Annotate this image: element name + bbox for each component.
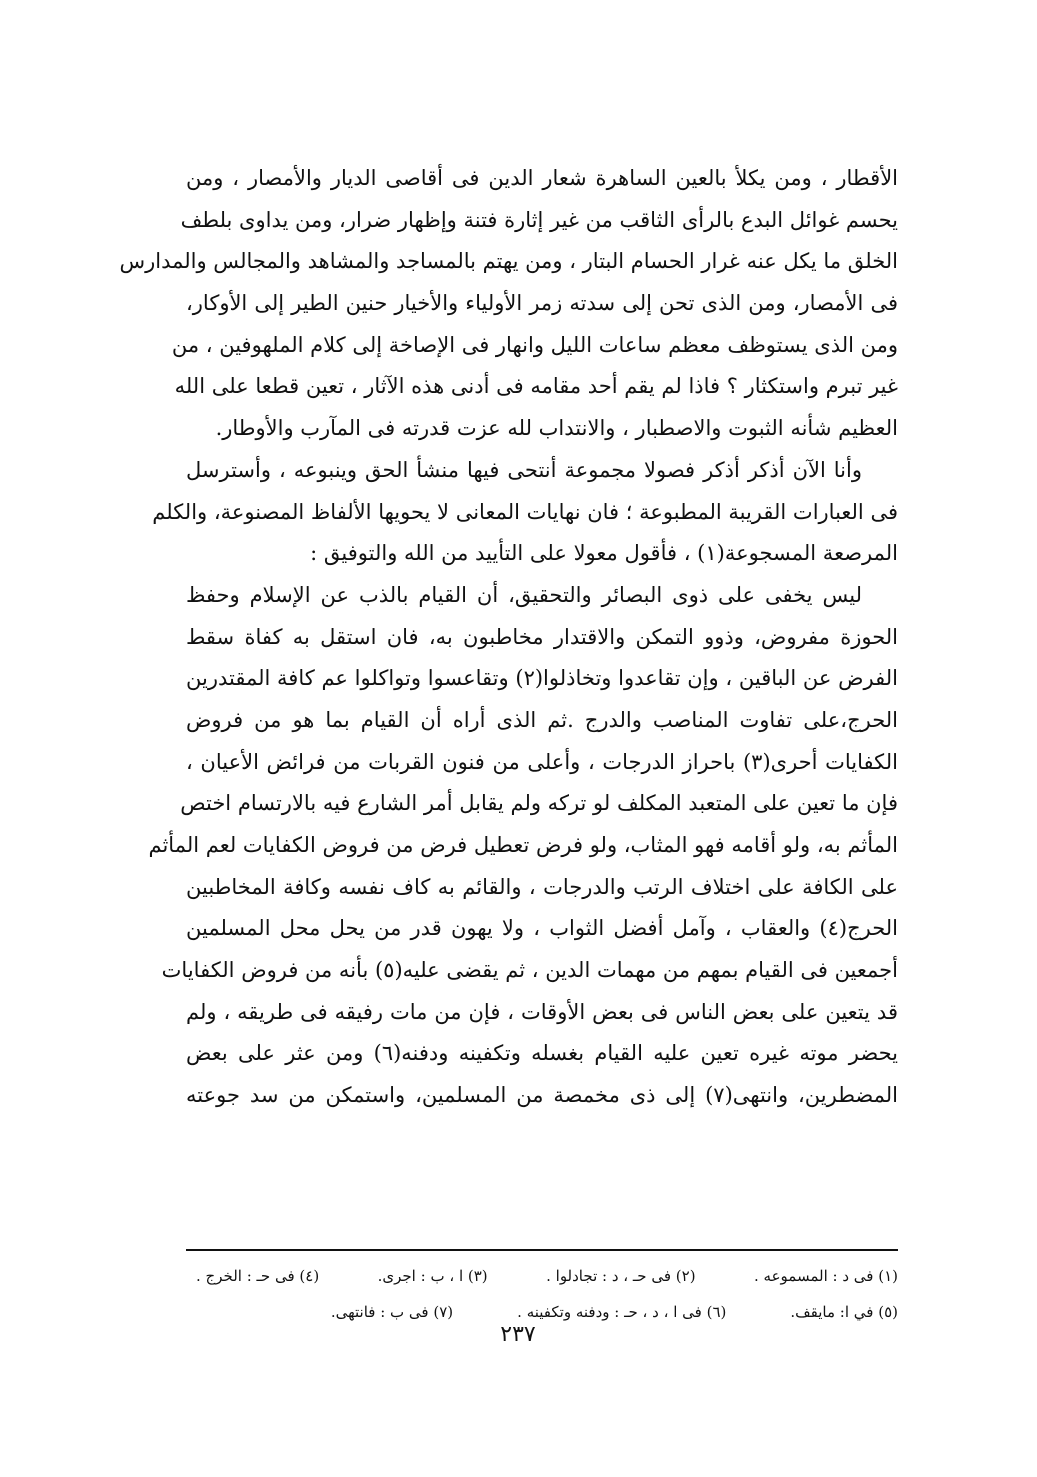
page-number: ٢٣٧ <box>500 1322 536 1347</box>
text-line: الحرج(٤) والعقاب ، وآمل أفضل الثواب ، ولا يهون قدر من يحل محل المسلمين <box>186 916 898 941</box>
text-line: الفرض عن الباقين ، وإن تقاعدوا وتخاذلوا(٢) وتقاعسوا وتواكلوا عم كافة المقتدرين <box>186 666 898 691</box>
text-line: يحسم غوائل البدع بالرأى الثاقب من غير إثارة فتنة وإظهار ضرار، ومن يداوى بلطف <box>180 207 898 232</box>
text-line: الكفايات أحرى(٣) باحراز الدرجات ، وأعلى من فنون القربات من فرائض الأعيان ، <box>186 749 898 774</box>
text-line: غير تبرم واستكثار ؟ فاذا لم يقم أحد مقامه فى أدنى هذه الآثار ، تعين قطعا على الله <box>174 374 898 399</box>
text-line: الأقطار ، ومن يكلأ بالعين الساهرة شعار الدين فى أقاصى الديار والأمصار ، ومن <box>186 166 898 190</box>
body-text <box>119 158 899 1117</box>
footnote-5: (٥) في ا: مايقف. <box>790 1303 898 1321</box>
text-line: فإن ما تعين على المتعبد المكلف لو تركه ولم يقابل أمر الشارع فيه بالارتسام اختص <box>180 791 898 816</box>
text-line: المرصعة المسجوعة(١) ، فأقول معولا على التأييد من الله والتوفيق : <box>310 541 898 566</box>
footnote-7: (٧) فى ب : فانتهى. <box>330 1303 454 1321</box>
footnote-row <box>196 1258 898 1294</box>
text-line: العظيم شأنه الثبوت والاصطبار ، والانتداب لله عزت قدرته فى المآرب والأوطار. <box>215 416 898 441</box>
text-line: فى العبارات القريبة المطبوعة ؛ فان نهايات المعانى لا يحويها الألفاظ المصنوعة، والكلم <box>152 499 898 524</box>
text-line: ليس يخفى على ذوى البصائر والتحقيق، أن القيام بالذب عن الإسلام وحفظ <box>186 582 862 607</box>
footnote-1: (١) فى د : المسموعه . <box>754 1267 898 1285</box>
text-line: الحرج،على تفاوت المناصب والدرج .ثم الذى أراه أن القيام بما هو من فروض <box>186 707 898 732</box>
footnote-2: (٢) فى حـ ، د : تجادلوا . <box>546 1267 696 1285</box>
text-line: على الكافة على اختلاف الرتب والدرجات ، والقائم به كاف نفسه وكافة المخاطبين <box>186 874 898 899</box>
footnote-4: (٤) فى حـ : الخرج . <box>196 1267 320 1285</box>
footnote-6: (٦) فى ا ، د ، حـ : ودفنه وتكفينه . <box>517 1303 727 1321</box>
text-line: ومن الذى يستوظف معظم ساعات الليل وانهار فى الإصاخة إلى كلام الملهوفين ، من <box>171 332 898 357</box>
text-line: أجمعين فى القيام بمهم من مهمات الدين ، ثم يقضى عليه(٥) بأنه من فروض الكفايات <box>161 958 898 983</box>
text-line: المأثم به، ولو أقامه فهو المثاب، ولو فرض تعطيل فرض من فروض الكفايات لعم المأثم <box>148 833 898 857</box>
text-line: الخلق ما يكل عنه غرار الحسام البتار ، ومن يهتم بالمساجد والمشاهد والمجالس والمدارس <box>119 249 898 274</box>
footnotes <box>196 1258 898 1330</box>
text-line: المضطرين، وانتهى(٧) إلى ذى مخمصة من المسلمين، واستمكن من سد جوعته <box>186 1083 899 1108</box>
text-line: الحوزة مفروض، وذوو التمكن والاقتدار مخاطبون به، فان استقل به كفاة سقط <box>186 624 898 649</box>
text-line: قد يتعين على بعض الناس فى بعض الأوقات ، فإن من مات رفيقه فى طريقه ، ولم <box>186 999 898 1024</box>
footnote-3: (٣) ا ، ب : اجرى. <box>377 1267 488 1285</box>
text-line: وأنا الآن أذكر أذكر فصولا مجموعة أنتحى فيها منشأ الحق وينبوعه ، وأسترسل <box>186 457 862 482</box>
text-line: يحضر موته غيره تعين عليه القيام بغسله وتكفينه ودفنه(٦) ومن عثر على بعض <box>186 1041 898 1066</box>
footnote-divider <box>186 1249 898 1251</box>
text-line: فى الأمصار، ومن الذى تحن إلى سدته زمر الأولياء والأخيار حنين الطير إلى الأوكار، <box>186 291 898 316</box>
